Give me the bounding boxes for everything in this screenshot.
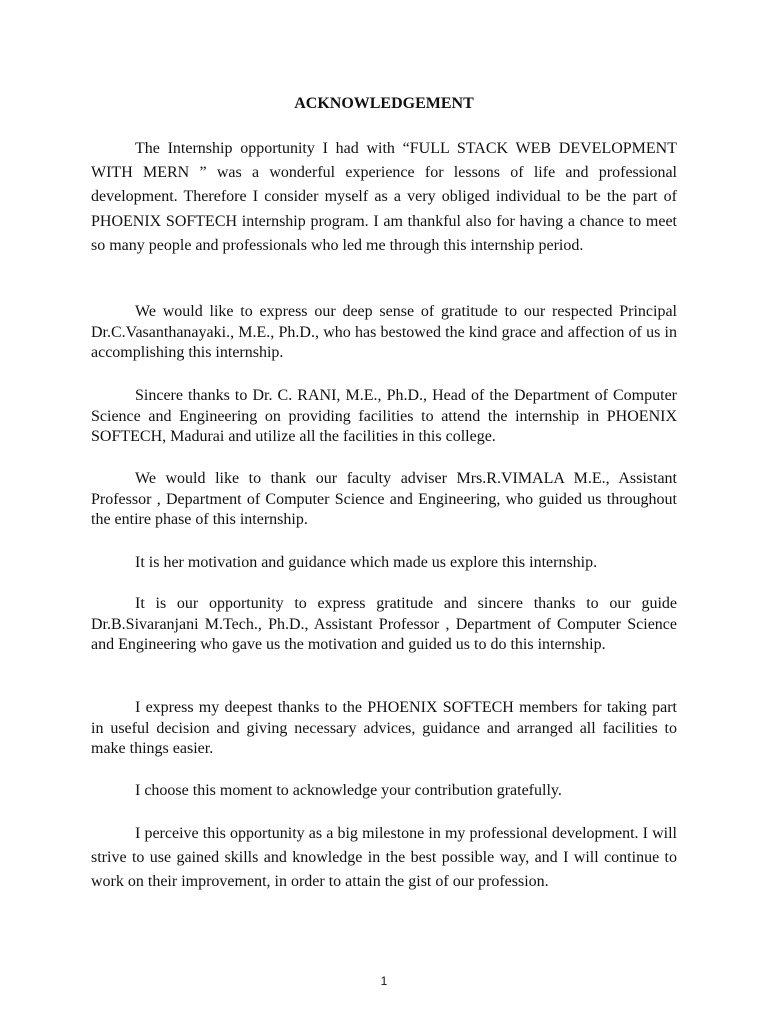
page-number: 1 xyxy=(380,974,388,988)
paragraph-members-thanks: I express my deepest thanks to the PHOENIX SOFTECH members for taking part in useful decision and giving necessary advices, guidance and arranged all facilities to make things easier. xyxy=(91,699,677,757)
paragraph-acknowledge-moment: I choose this moment to acknowledge your contribution gratefully. xyxy=(135,782,562,799)
paragraph-principal-thanks: We would like to express our deep sense of gratitude to our respected Principal Dr.C.Vasanthanayaki., M.E., Ph.D., who has bestowed the kind grace and affection of us in accomplishing this internship. xyxy=(91,303,677,361)
paragraph-hod-thanks: Sincere thanks to Dr. C. RANI, M.E., Ph.D., Head of the Department of Computer Science and Engineering on providing facilities to attend the internship in PHOENIX SOFTECH, Madurai and utilize all the facilities in this college. xyxy=(91,387,677,445)
paragraph-faculty-adviser-thanks: We would like to thank our faculty adviser Mrs.R.VIMALA M.E., Assistant Professor , Department of Computer Science and Engineering, who guided us throughout the entire phase of this internship. xyxy=(91,470,677,528)
paragraph-milestone: I perceive this opportunity as a big milestone in my professional development. I will strive to use gained skills and knowledge in the best possible way, and I will continue to work on their improvement, in order to attain the gist of our profession. xyxy=(91,825,677,891)
paragraph-internship-opportunity: The Internship opportunity I had with “FULL STACK WEB DEVELOPMENT WITH MERN ” was a wonderful experience for lessons of life and professional development. Therefore I consider myself as a very obliged individual to be the part of PHOENIX SOFTECH internship program. I am thankful also for having a chance to meet so many people and professionals who led me through this internship period. xyxy=(91,140,677,254)
paragraph-guide-thanks: It is our opportunity to express gratitude and sincere thanks to our guide Dr.B.Sivaranjani M.Tech., Ph.D., Assistant Professor , Department of Computer Science and Engineering who gave us the motivation and guided us to do this internship. xyxy=(91,595,677,653)
paragraph-motivation: It is her motivation and guidance which made us explore this internship. xyxy=(135,554,598,571)
page-title: ACKNOWLEDGEMENT xyxy=(294,95,474,112)
